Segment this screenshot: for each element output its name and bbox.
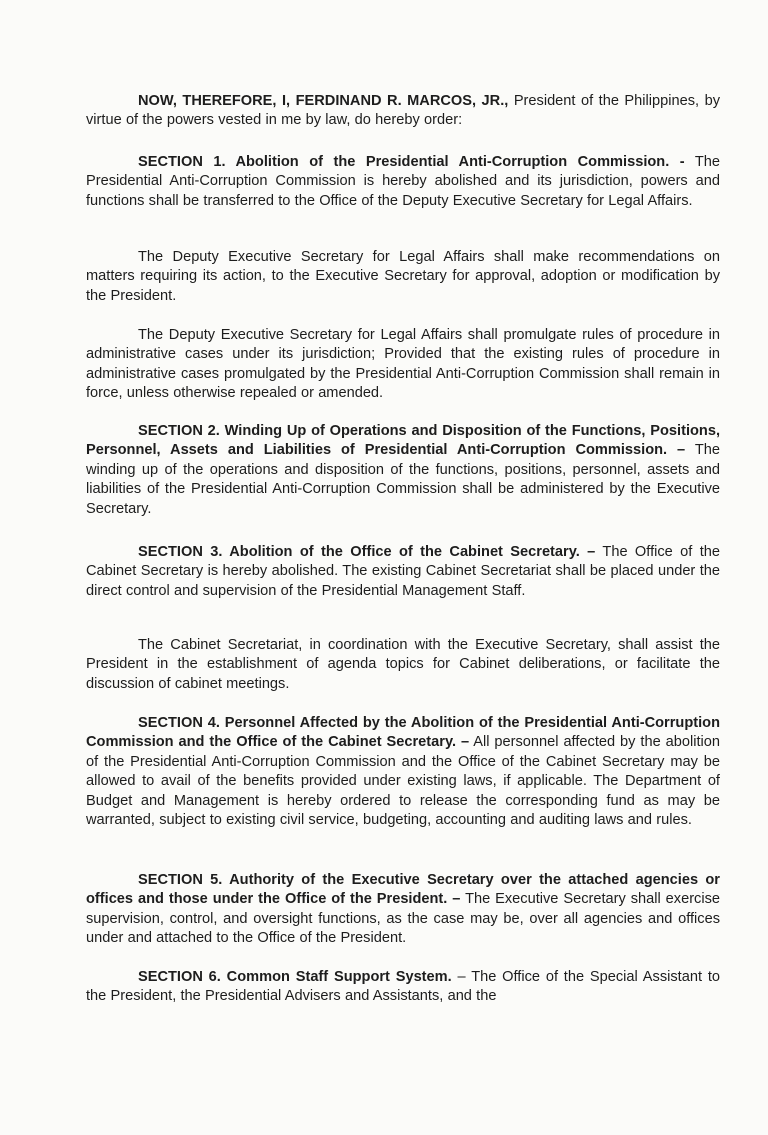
section-4-paragraph [86,714,720,830]
section-1-paragraph [86,153,720,211]
section-4-heading: SECTION 4. Personnel Affected by the Abolition of the Presidential Anti-Corruption Commission and the Office of the Cabinet Secretary. – [86,715,720,751]
section-1-heading: SECTION 1. Abolition of the Presidential Anti-Corruption Commission. - [138,154,685,170]
intro-heading: NOW, THEREFORE, I, FERDINAND R. MARCOS, JR., [138,93,509,109]
section-1-para-2-text: The Deputy Executive Secretary for Legal Affairs shall make recommendations on matters requiring its action, to the Executive Secretary for approval, adoption or modification by the President. [86,249,720,304]
section-6-heading: SECTION 6. Common Staff Support System. [138,969,452,985]
section-1-paragraph-2 [86,248,720,306]
section-2-paragraph [86,422,720,519]
section-5-paragraph [86,871,720,949]
section-2-text: The winding up of the operations and disposition of the functions, positions, personnel, assets and liabilities of the Presidential Anti-Corruption Commission shall be administered by the Executive Secretary. [86,442,720,517]
section-4-text: All personnel affected by the abolition of the Presidential Anti-Corruption Commission and the Office of the Cabinet Secretary may be allowed to avail of the benefits provided under existing laws, if applicable. The Department of Budget and Management is hereby ordered to release the corresponding fund as may be warranted, subject to existing civil service, budgeting, accounting and auditing laws and rules. [86,734,720,829]
section-1-para-3-text: The Deputy Executive Secretary for Legal Affairs shall promulgate rules of procedure in administrative cases under its jurisdiction; Provided that the existing rules of procedure in administrative cases promulgated by the Presidential Anti-Corruption Commission shall remain in force, unless otherwise repealed or amended. [86,327,720,402]
section-5-heading: SECTION 5. Authority of the Executive Secretary over the attached agencies or offices and those under the Office of the President. – [86,872,720,908]
section-2-heading: SECTION 2. Winding Up of Operations and Disposition of the Functions, Positions, Personnel, Assets and Liabilities of Presidential Anti-Corruption Commission. – [86,423,720,459]
section-5-text: The Executive Secretary shall exercise supervision, control, and oversight functions, as the case may be, over all agencies and offices under and attached to the Office of the President. [86,891,721,947]
section-1-text: The Presidential Anti-Corruption Commission is hereby abolished and its jurisdiction, powers and functions shall be transferred to the Office of the Deputy Executive Secretary for Legal Affairs. [86,154,721,209]
section-3-para-2-text: The Cabinet Secretariat, in coordination with the Executive Secretary, shall assist the President in the establishment of agenda topics for Cabinet deliberations, or facilitate the discussion of cabinet meetings. [86,637,720,692]
section-3-paragraph [86,543,720,601]
section-3-paragraph-2 [86,636,720,694]
section-3-heading: SECTION 3. Abolition of the Office of the Cabinet Secretary. – [138,544,596,560]
intro-text: President of the Philippines, by virtue of the powers vested in me by law, do hereby order: [86,93,720,129]
section-1-paragraph-3 [86,326,720,404]
section-6-paragraph [86,968,720,1007]
section-6-text: – The Office of the Special Assistant to the President, the Presidential Advisers and Assistants, and the [86,969,720,1005]
intro-paragraph [86,92,720,131]
section-3-text: The Office of the Cabinet Secretary is hereby abolished. The existing Cabinet Secretariat shall be placed under the direct control and supervision of the Presidential Management Staff. [86,544,720,599]
